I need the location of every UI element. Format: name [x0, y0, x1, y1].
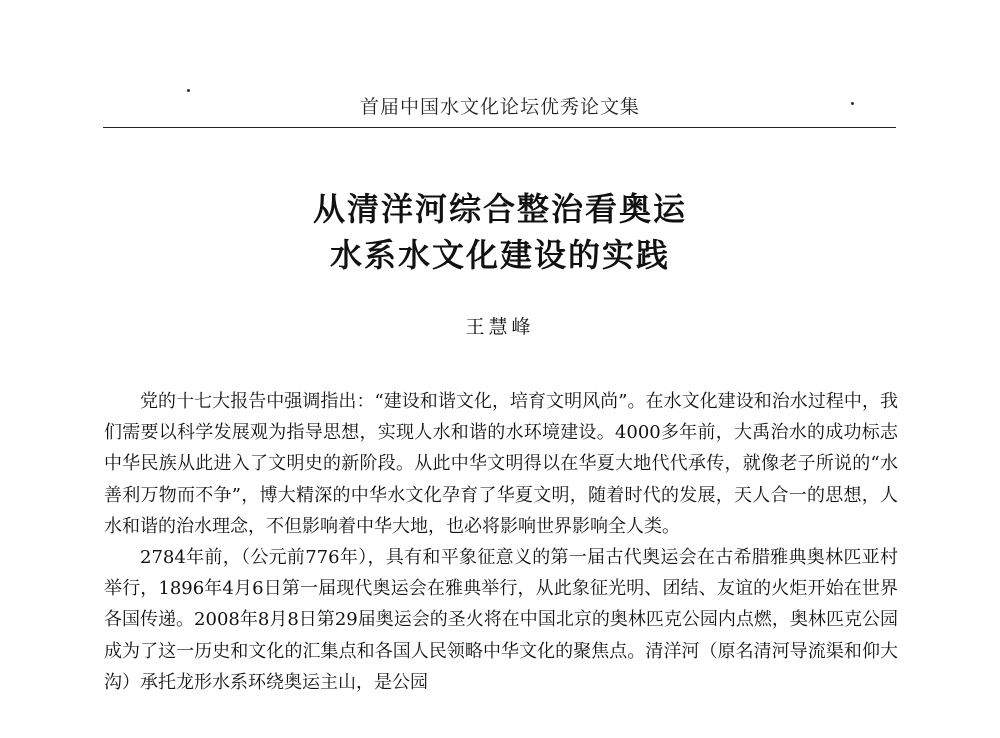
body-paragraph-1: 党的十七大报告中强调指出：“建设和谐文化，培育文明风尚”。在水文化建设和治水过程中，我们需要以科学发展观为指导思想，实现人水和谐的水环境建设。4000多年前，大禹治水的成功标志中华民族从此进入了文明史的新阶段。从此中华文明得以在华夏大地代代承传，就像老子所说的“水善利万物而不争”，博大精深的中华水文化孕育了华夏文明，随着时代的发展，天人合一的思想，人水和谐的治水理念，不但影响着中华大地，也必将影响世界影响全人类。	[104, 391, 898, 537]
article-body	[104, 386, 898, 698]
article-title-line-2: 水系水文化建设的实践	[329, 236, 670, 274]
article-title-line-1: 从清洋河综合整治看奥运	[312, 190, 687, 228]
header-rule	[103, 127, 896, 128]
article-title	[0, 186, 1000, 278]
running-header: 首届中国水文化论坛优秀论文集	[359, 96, 640, 118]
article-author: 王慧峰	[465, 316, 535, 338]
body-paragraph-2: 2784年前，（公元前776年），具有和平象征意义的第一届古代奥运会在古希腊雅典奥林匹亚村举行，1896年4月6日第一届现代奥运会在雅典举行，从此象征光明、团结、友谊的火炬开始在世界各国传递。2008年8月8日第29届奥运会的圣火将在中国北京的奥林匹克公园内点燃，奥林匹克公园成为了这一历史和文化的汇集点和各国人民领略中华文化的聚焦点。清洋河（原名清河导流渠和仰大沟）承托龙形水系环绕奥运主山，是公园	[104, 547, 898, 693]
